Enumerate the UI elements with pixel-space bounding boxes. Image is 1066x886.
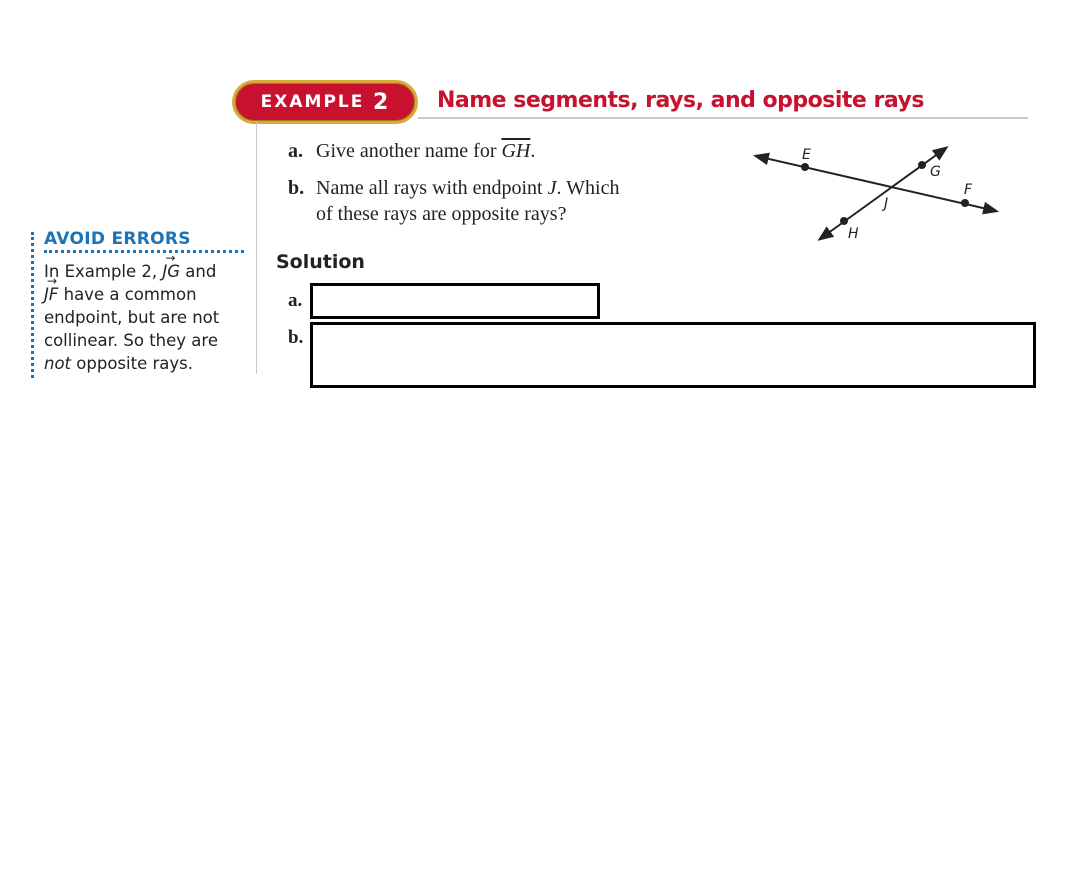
ray-jg: → JG xyxy=(162,260,180,283)
point-g xyxy=(918,161,926,169)
line-ef xyxy=(756,156,996,211)
question-a-prompt: Give another name for xyxy=(316,140,497,162)
avoid-errors-body xyxy=(44,260,249,375)
sidebar-line-5 xyxy=(44,352,249,375)
sidebar-line-2 xyxy=(44,283,249,306)
label-g: G xyxy=(930,164,941,180)
question-b-line1 xyxy=(316,175,619,201)
question-b xyxy=(288,175,620,225)
header-rule xyxy=(418,117,1028,119)
label-h: H xyxy=(848,226,859,242)
question-b-line1-post: . Which xyxy=(556,177,620,199)
sidebar-line-1-post: and xyxy=(185,262,217,281)
segment-gh: $\overline{GH}$ xyxy=(501,140,531,162)
question-b-line1-pre: Name all rays with endpoint xyxy=(316,177,543,199)
question-a-label: a. xyxy=(288,140,303,162)
line-hg xyxy=(820,148,946,239)
endpoint-j: J xyxy=(547,177,557,199)
sidebar-line-1 xyxy=(44,260,249,283)
ray-jf: → JF xyxy=(44,283,58,306)
sidebar-line-2-post: have a common xyxy=(63,285,197,304)
sidebar-emphasis-not: not xyxy=(44,354,72,373)
avoid-errors-heading: AVOID ERRORS xyxy=(44,229,191,249)
sidebar-line-1-pre: In Example 2, xyxy=(44,262,158,281)
answer-a-box[interactable] xyxy=(310,283,600,319)
example-title: Name segments, rays, and opposite rays xyxy=(437,88,924,113)
rays-figure xyxy=(740,138,1010,248)
sidebar-dotted-border xyxy=(31,232,34,378)
label-f: F xyxy=(964,182,973,198)
question-a-text xyxy=(316,138,535,164)
label-e: E xyxy=(802,147,811,163)
sidebar-line-3: endpoint, but are not xyxy=(44,308,220,327)
example-badge-number: 2 xyxy=(373,89,390,115)
example-badge-text xyxy=(235,83,415,121)
sidebar-line-4: collinear. So they are xyxy=(44,331,218,350)
column-rule xyxy=(256,122,257,374)
sidebar-line-5-post: opposite rays. xyxy=(76,354,193,373)
point-f xyxy=(961,199,969,207)
solution-b-label: b. xyxy=(288,327,304,348)
question-b-label: b. xyxy=(288,177,305,199)
answer-b-box[interactable] xyxy=(310,322,1036,388)
point-h xyxy=(840,217,848,225)
label-j: J xyxy=(884,196,889,212)
solution-heading: Solution xyxy=(276,251,365,273)
question-b-line2: of these rays are opposite rays? xyxy=(316,203,567,225)
sidebar-heading-rule xyxy=(44,250,244,253)
solution-a-label: a. xyxy=(288,290,303,311)
question-a-end: . xyxy=(530,140,536,162)
example-badge xyxy=(232,80,418,124)
example-badge-word: EXAMPLE xyxy=(260,92,365,112)
point-e xyxy=(801,163,809,171)
question-a xyxy=(288,138,536,164)
